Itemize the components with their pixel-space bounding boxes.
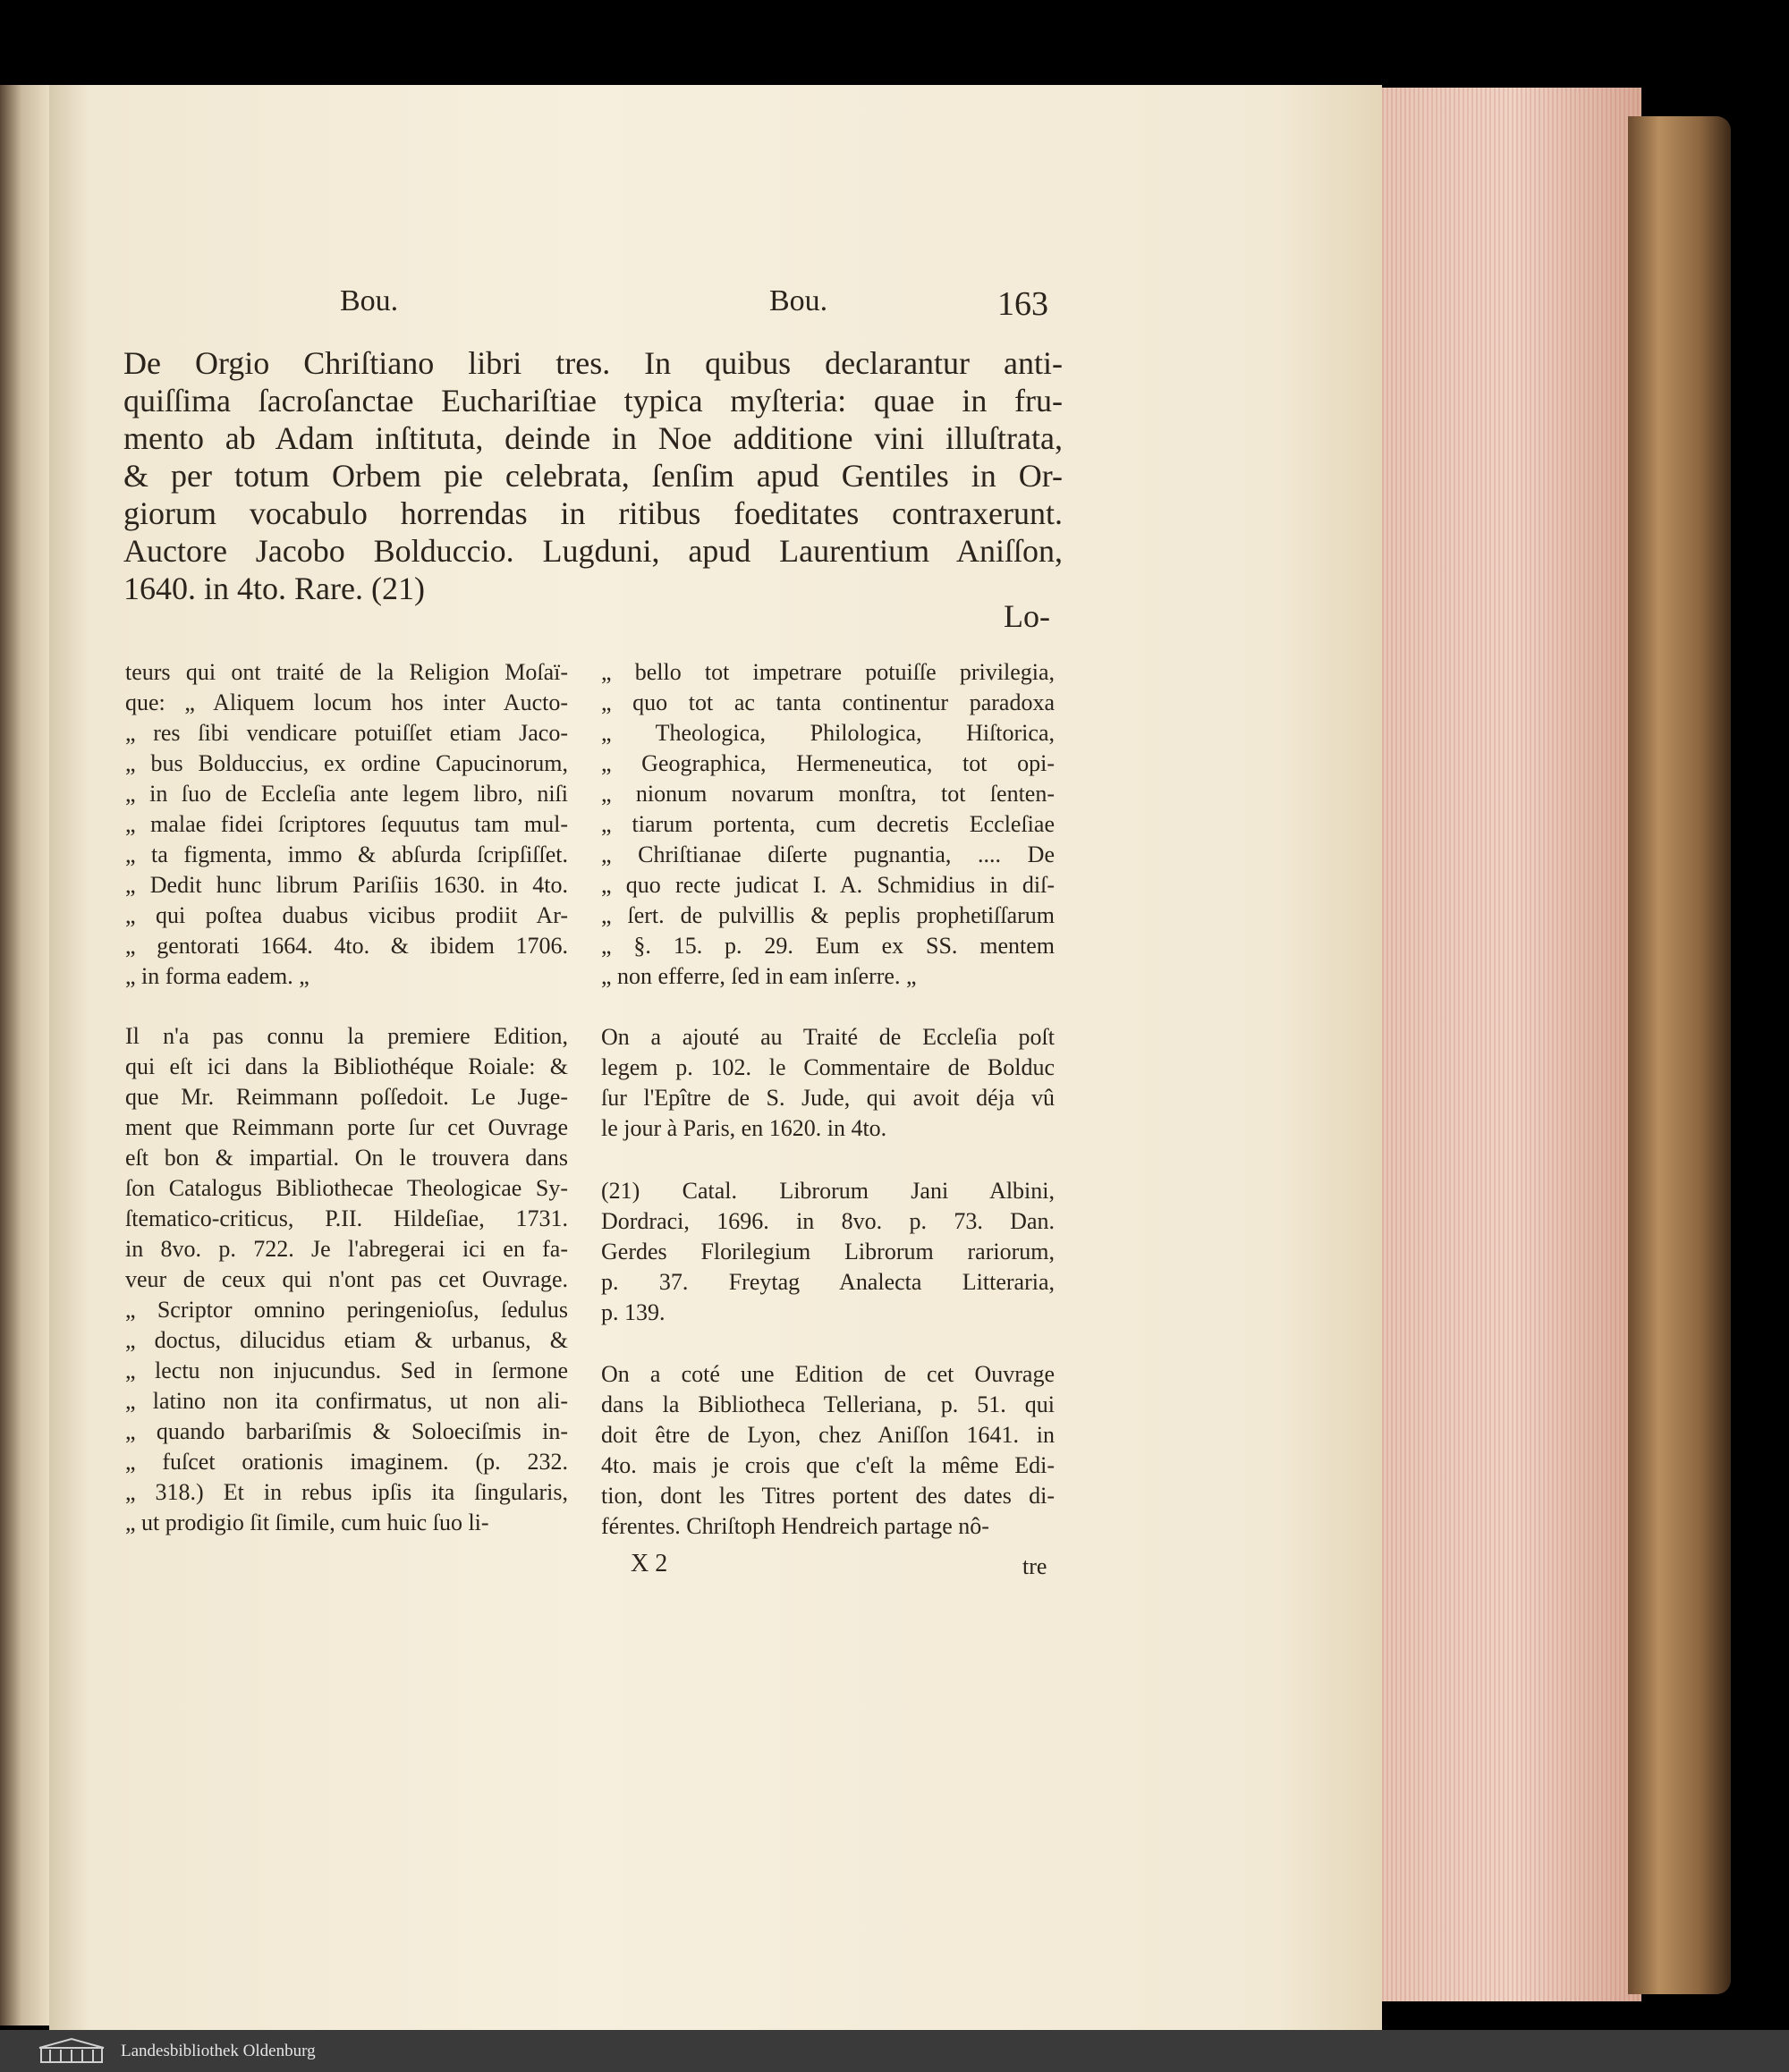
left-column-line: ſtematico-criticus, P.II. Hildeſiae, 1731. xyxy=(125,1205,568,1231)
right-column-line: „ quo recte judicat I. A. Schmidius in diſ- xyxy=(601,872,1055,898)
left-column-line: „ qui poſtea duabus vicibus prodiit Ar- xyxy=(125,902,568,928)
main-entry xyxy=(123,344,1063,607)
main-entry-line: De Orgio Chriſtiano libri tres. In quibus declarantur anti- xyxy=(123,345,1063,381)
left-column-line: ment que Reimmann porte ſur cet Ouvrage xyxy=(125,1114,568,1140)
right-column-line: legem p. 102. le Commentaire de Bolduc xyxy=(601,1054,1055,1080)
left-column-line: teurs qui ont traité de la Religion Moſaï- xyxy=(125,659,568,685)
right-column-line: „ bello tot impetrare potuiſſe privilegia, xyxy=(601,659,1055,685)
left-column-line: „ bus Bolduccius, ex ordine Capucinorum, xyxy=(125,750,568,776)
main-catchword: Lo- xyxy=(1004,598,1050,634)
right-column-line: „ Geographica, Hermeneutica, tot opi- xyxy=(601,750,1055,776)
right-column-paragraph-3 xyxy=(601,1359,1055,1542)
right-column-paragraph-1 xyxy=(601,657,1055,992)
main-entry-line: quiſſima ſacroſanctae Euchariſtiae typica myſteria: quae in fru- xyxy=(123,383,1063,419)
right-column-line: Gerdes Florilegium Librorum rariorum, xyxy=(601,1239,1055,1264)
left-column-line: „ lectu non injucundus. Sed in ſermone xyxy=(125,1357,568,1383)
left-column-line: que Mr. Reimmann poſſedoit. Le Juge- xyxy=(125,1084,568,1110)
left-column-line: „ in forma eadem. „ xyxy=(125,963,309,989)
right-column-footnote-21 xyxy=(601,1176,1055,1328)
main-entry-line: & per totum Orbem pie celebrata, ſenſim apud Gentiles in Or- xyxy=(123,458,1063,494)
right-column-line: ſur l'Epître de S. Jude, qui avoit déja vû xyxy=(601,1085,1055,1111)
left-column-line: „ malae fidei ſcriptores ſequutus tam mul- xyxy=(125,811,568,837)
right-column-line: dans la Bibliotheca Telleriana, p. 51. qui xyxy=(601,1391,1055,1417)
right-column-line: „ Theologica, Philologica, Hiſtorica, xyxy=(601,720,1055,746)
right-column-line: le jour à Paris, en 1620. in 4to. xyxy=(601,1115,887,1141)
right-column-line: On a ajouté au Traité de Eccleſia poſt xyxy=(601,1024,1055,1050)
left-column-line: „ Dedit hunc librum Pariſiis 1630. in 4to. xyxy=(125,872,568,898)
right-column-line: tion, dont les Titres portent des dates di- xyxy=(601,1483,1055,1509)
library-building-icon xyxy=(36,2037,107,2064)
left-column-line: qui eſt ici dans la Bibliothéque Roiale: & xyxy=(125,1053,568,1079)
main-entry-line: giorum vocabulo horrendas in ritibus foeditates contraxerunt. xyxy=(123,495,1063,531)
left-column-line: „ fuſcet orationis imaginem. (p. 232. xyxy=(125,1449,568,1475)
right-catchword: tre xyxy=(1022,1553,1047,1579)
right-column-line: „ ſert. de pulvillis & peplis prophetiſſarum xyxy=(601,902,1055,928)
left-column-line: „ in ſuo de Eccleſia ante legem libro, niſi xyxy=(125,781,568,807)
left-column-line: „ latino non ita confirmatus, ut non ali- xyxy=(125,1388,568,1414)
left-column-line: „ res ſibi vendicare potuiſſet etiam Jaco- xyxy=(125,720,568,746)
right-column-line: Dordraci, 1696. in 8vo. p. 73. Dan. xyxy=(601,1208,1055,1234)
main-entry-line: 1640. in 4to. Rare. (21) xyxy=(123,571,425,606)
left-column-line: que: „ Aliquem locum hos inter Aucto- xyxy=(125,689,568,715)
left-column-line: „ ut prodigio ſit ſimile, cum huic ſuo li- xyxy=(125,1510,489,1535)
right-column-line: „ nionum novarum monſtra, tot ſenten- xyxy=(601,781,1055,807)
left-page-edge xyxy=(0,85,54,2025)
right-column-line: doit être de Lyon, chez Aniſſon 1641. in xyxy=(601,1422,1055,1448)
footer-bar xyxy=(0,2030,1789,2072)
main-entry-line: mento ab Adam inſtituta, deinde in Noe additione vini illuſtrata, xyxy=(123,420,1063,456)
left-column-line: „ ta figmenta, immo & abſurda ſcripſiſſet. xyxy=(125,841,568,867)
book-cover xyxy=(1628,116,1731,1994)
running-head-center: Bou. xyxy=(769,284,828,317)
library-name: Landesbibliothek Oldenburg xyxy=(121,2042,316,2060)
book-fore-edge xyxy=(1382,88,1641,2001)
left-column-line: Il n'a pas connu la premiere Edition, xyxy=(125,1023,568,1049)
left-column-line: in 8vo. p. 722. Je l'abregerai ici en fa- xyxy=(125,1236,568,1262)
right-column-line: „ tiarum portenta, cum decretis Eccleſiae xyxy=(601,811,1055,837)
signature-mark: X 2 xyxy=(631,1550,668,1577)
left-column-line: veur de ceux qui n'ont pas cet Ouvrage. xyxy=(125,1266,568,1292)
right-column-line: férentes. Chriſtoph Hendreich partage nô- xyxy=(601,1513,989,1539)
page-number: 163 xyxy=(997,285,1048,323)
left-column-line: „ doctus, dilucidus etiam & urbanus, & xyxy=(125,1327,568,1353)
left-column-line: „ Scriptor omnino peringenioſus, ſedulus xyxy=(125,1297,568,1323)
left-column-line: „ 318.) Et in rebus ipſis ita ſingularis, xyxy=(125,1479,568,1505)
running-head-left: Bou. xyxy=(340,284,399,317)
right-column-line: p. 37. Freytag Analecta Litteraria, xyxy=(601,1269,1055,1295)
right-column-line: „ non efferre, ſed in eam inſerre. „ xyxy=(601,963,917,989)
right-column-line: „ Chriſtianae diſerte pugnantia, .... De xyxy=(601,841,1055,867)
right-column-line: p. 139. xyxy=(601,1299,666,1325)
left-column-line: eſt bon & impartial. On le trouvera dans xyxy=(125,1145,568,1171)
right-column-paragraph-2 xyxy=(601,1022,1055,1144)
left-column-line: „ quando barbariſmis & Soloeciſmis in- xyxy=(125,1418,568,1444)
right-column-line: On a coté une Edition de cet Ouvrage xyxy=(601,1361,1055,1387)
left-column-paragraph-1 xyxy=(125,657,568,992)
right-column-line: 4to. mais je crois que c'eſt la même Edi- xyxy=(601,1452,1055,1478)
left-column-paragraph-2 xyxy=(125,1021,568,1538)
main-entry-line: Auctore Jacobo Bolduccio. Lugduni, apud Laurentium Aniſſon, xyxy=(123,533,1063,569)
left-column-line: ſon Catalogus Bibliothecae Theologicae Sy- xyxy=(125,1175,568,1201)
right-column-line: (21) Catal. Librorum Jani Albini, xyxy=(601,1178,1055,1204)
right-column-line: „ quo tot ac tanta continentur paradoxa xyxy=(601,689,1055,715)
right-column-line: „ §. 15. p. 29. Eum ex SS. mentem xyxy=(601,933,1055,959)
left-column-line: „ gentorati 1664. 4to. & ibidem 1706. xyxy=(125,933,568,959)
